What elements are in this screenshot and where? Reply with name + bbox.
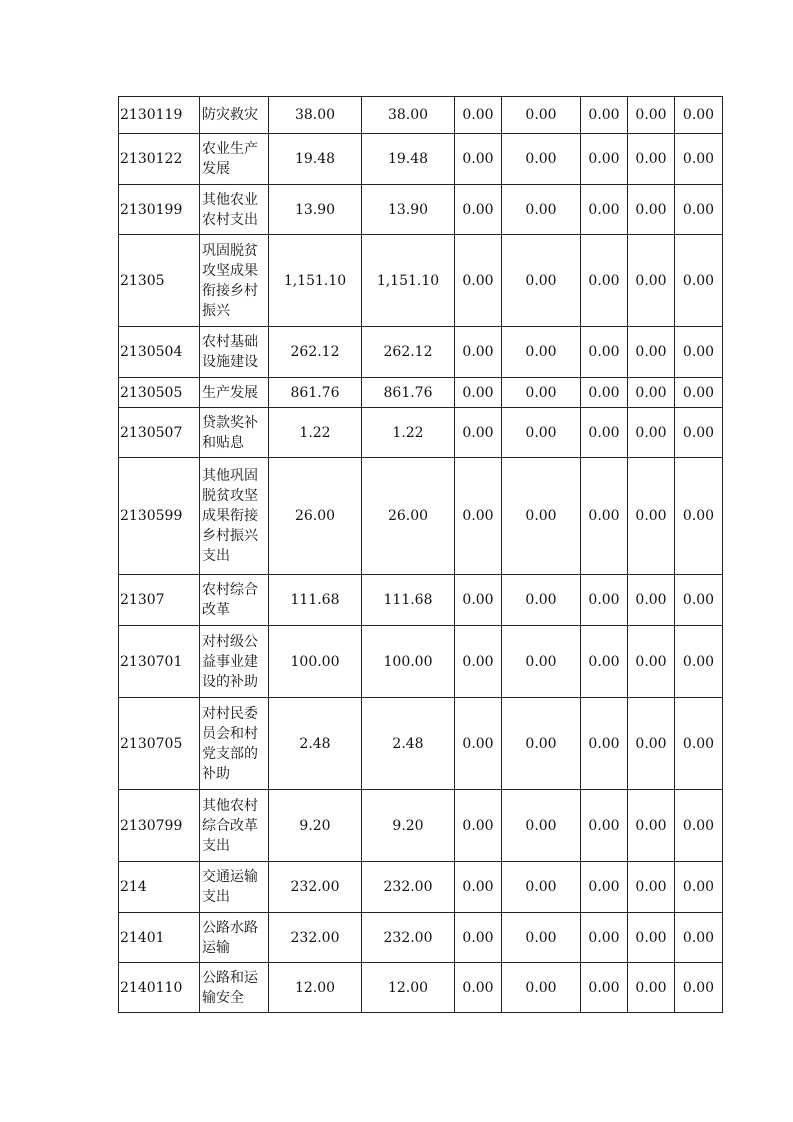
amount-cell: 0.00 xyxy=(502,134,581,185)
amount-cell: 0.00 xyxy=(455,790,502,862)
amount-cell: 0.00 xyxy=(675,185,723,235)
amount-cell: 0.00 xyxy=(502,575,581,626)
subject-code-cell: 2130122 xyxy=(119,134,200,185)
subject-name-cell: 其他农村综合改革支出 xyxy=(200,790,269,862)
amount-cell: 0.00 xyxy=(502,378,581,408)
amount-cell: 0.00 xyxy=(455,97,502,134)
table-body xyxy=(119,97,723,1013)
table-row xyxy=(119,790,723,862)
amount-cell: 0.00 xyxy=(628,97,675,134)
table-row xyxy=(119,458,723,575)
table-row xyxy=(119,378,723,408)
amount-cell: 0.00 xyxy=(455,698,502,790)
amount-cell: 0.00 xyxy=(675,134,723,185)
amount-cell: 0.00 xyxy=(675,698,723,790)
subject-code-cell: 2130504 xyxy=(119,327,200,378)
amount-cell: 1.22 xyxy=(269,408,362,458)
amount-cell: 0.00 xyxy=(628,458,675,575)
amount-cell: 0.00 xyxy=(455,626,502,698)
amount-cell: 0.00 xyxy=(455,458,502,575)
amount-cell: 0.00 xyxy=(581,134,628,185)
table-row xyxy=(119,408,723,458)
amount-cell: 0.00 xyxy=(628,327,675,378)
amount-cell: 0.00 xyxy=(581,790,628,862)
budget-table xyxy=(118,96,723,1013)
subject-code-cell: 21401 xyxy=(119,913,200,963)
subject-name-cell: 交通运输支出 xyxy=(200,862,269,913)
subject-code-cell: 2130799 xyxy=(119,790,200,862)
subject-name-cell: 其他农业农村支出 xyxy=(200,185,269,235)
amount-cell: 12.00 xyxy=(362,963,455,1013)
amount-cell: 0.00 xyxy=(628,575,675,626)
amount-cell: 861.76 xyxy=(269,378,362,408)
amount-cell: 0.00 xyxy=(502,235,581,327)
amount-cell: 0.00 xyxy=(675,458,723,575)
amount-cell: 0.00 xyxy=(502,626,581,698)
amount-cell: 0.00 xyxy=(628,698,675,790)
amount-cell: 0.00 xyxy=(628,790,675,862)
table-row xyxy=(119,97,723,134)
amount-cell: 0.00 xyxy=(581,235,628,327)
amount-cell: 0.00 xyxy=(581,963,628,1013)
amount-cell: 0.00 xyxy=(455,862,502,913)
amount-cell: 0.00 xyxy=(502,862,581,913)
subject-name-cell: 对村级公益事业建设的补助 xyxy=(200,626,269,698)
table-row xyxy=(119,963,723,1013)
amount-cell: 19.48 xyxy=(269,134,362,185)
amount-cell: 0.00 xyxy=(455,378,502,408)
amount-cell: 232.00 xyxy=(269,862,362,913)
amount-cell: 0.00 xyxy=(455,185,502,235)
subject-name-cell: 其他巩固脱贫攻坚成果衔接乡村振兴支出 xyxy=(200,458,269,575)
subject-name-cell: 巩固脱贫攻坚成果衔接乡村振兴 xyxy=(200,235,269,327)
subject-name-cell: 农村基础设施建设 xyxy=(200,327,269,378)
amount-cell: 0.00 xyxy=(675,963,723,1013)
amount-cell: 0.00 xyxy=(675,408,723,458)
subject-name-cell: 农业生产发展 xyxy=(200,134,269,185)
amount-cell: 38.00 xyxy=(269,97,362,134)
amount-cell: 0.00 xyxy=(502,327,581,378)
subject-code-cell: 2130599 xyxy=(119,458,200,575)
amount-cell: 111.68 xyxy=(269,575,362,626)
table-row xyxy=(119,862,723,913)
amount-cell: 0.00 xyxy=(455,235,502,327)
amount-cell: 0.00 xyxy=(581,378,628,408)
table-row xyxy=(119,626,723,698)
table-row xyxy=(119,575,723,626)
amount-cell: 0.00 xyxy=(502,458,581,575)
amount-cell: 0.00 xyxy=(675,327,723,378)
amount-cell: 0.00 xyxy=(455,327,502,378)
amount-cell: 12.00 xyxy=(269,963,362,1013)
amount-cell: 0.00 xyxy=(628,408,675,458)
amount-cell: 9.20 xyxy=(362,790,455,862)
amount-cell: 0.00 xyxy=(502,790,581,862)
amount-cell: 0.00 xyxy=(581,458,628,575)
subject-code-cell: 21305 xyxy=(119,235,200,327)
subject-code-cell: 2130119 xyxy=(119,97,200,134)
amount-cell: 0.00 xyxy=(581,408,628,458)
amount-cell: 262.12 xyxy=(269,327,362,378)
amount-cell: 232.00 xyxy=(362,862,455,913)
amount-cell: 0.00 xyxy=(502,698,581,790)
amount-cell: 0.00 xyxy=(581,97,628,134)
subject-code-cell: 214 xyxy=(119,862,200,913)
amount-cell: 1,151.10 xyxy=(362,235,455,327)
amount-cell: 13.90 xyxy=(362,185,455,235)
subject-name-cell: 公路和运输安全 xyxy=(200,963,269,1013)
subject-code-cell: 2130507 xyxy=(119,408,200,458)
amount-cell: 0.00 xyxy=(628,862,675,913)
subject-code-cell: 2130705 xyxy=(119,698,200,790)
amount-cell: 0.00 xyxy=(581,327,628,378)
amount-cell: 13.90 xyxy=(269,185,362,235)
subject-name-cell: 生产发展 xyxy=(200,378,269,408)
amount-cell: 0.00 xyxy=(628,626,675,698)
amount-cell: 861.76 xyxy=(362,378,455,408)
amount-cell: 0.00 xyxy=(581,185,628,235)
amount-cell: 9.20 xyxy=(269,790,362,862)
amount-cell: 0.00 xyxy=(581,862,628,913)
amount-cell: 0.00 xyxy=(628,134,675,185)
amount-cell: 2.48 xyxy=(362,698,455,790)
subject-code-cell: 2130199 xyxy=(119,185,200,235)
table-row xyxy=(119,134,723,185)
amount-cell: 100.00 xyxy=(269,626,362,698)
amount-cell: 0.00 xyxy=(675,378,723,408)
subject-name-cell: 贷款奖补和贴息 xyxy=(200,408,269,458)
amount-cell: 26.00 xyxy=(362,458,455,575)
amount-cell: 0.00 xyxy=(502,185,581,235)
amount-cell: 0.00 xyxy=(675,575,723,626)
amount-cell: 0.00 xyxy=(628,185,675,235)
subject-name-cell: 农村综合改革 xyxy=(200,575,269,626)
amount-cell: 232.00 xyxy=(362,913,455,963)
amount-cell: 1.22 xyxy=(362,408,455,458)
table-row xyxy=(119,913,723,963)
table-row xyxy=(119,235,723,327)
amount-cell: 0.00 xyxy=(675,626,723,698)
amount-cell: 0.00 xyxy=(502,408,581,458)
amount-cell: 1,151.10 xyxy=(269,235,362,327)
subject-code-cell: 21307 xyxy=(119,575,200,626)
amount-cell: 0.00 xyxy=(502,963,581,1013)
amount-cell: 0.00 xyxy=(581,575,628,626)
subject-name-cell: 对村民委员会和村党支部的补助 xyxy=(200,698,269,790)
amount-cell: 0.00 xyxy=(628,963,675,1013)
subject-name-cell: 防灾救灾 xyxy=(200,97,269,134)
table-row xyxy=(119,698,723,790)
amount-cell: 0.00 xyxy=(455,913,502,963)
table-row xyxy=(119,327,723,378)
subject-code-cell: 2130505 xyxy=(119,378,200,408)
amount-cell: 111.68 xyxy=(362,575,455,626)
amount-cell: 0.00 xyxy=(675,235,723,327)
amount-cell: 262.12 xyxy=(362,327,455,378)
amount-cell: 26.00 xyxy=(269,458,362,575)
amount-cell: 0.00 xyxy=(675,913,723,963)
table-row xyxy=(119,185,723,235)
amount-cell: 0.00 xyxy=(502,97,581,134)
amount-cell: 0.00 xyxy=(455,134,502,185)
amount-cell: 0.00 xyxy=(502,913,581,963)
amount-cell: 0.00 xyxy=(455,408,502,458)
amount-cell: 2.48 xyxy=(269,698,362,790)
amount-cell: 0.00 xyxy=(675,862,723,913)
amount-cell: 0.00 xyxy=(581,698,628,790)
amount-cell: 100.00 xyxy=(362,626,455,698)
amount-cell: 0.00 xyxy=(581,626,628,698)
subject-code-cell: 2140110 xyxy=(119,963,200,1013)
amount-cell: 0.00 xyxy=(675,97,723,134)
amount-cell: 232.00 xyxy=(269,913,362,963)
amount-cell: 0.00 xyxy=(628,378,675,408)
amount-cell: 0.00 xyxy=(628,235,675,327)
amount-cell: 38.00 xyxy=(362,97,455,134)
amount-cell: 0.00 xyxy=(675,790,723,862)
amount-cell: 0.00 xyxy=(628,913,675,963)
amount-cell: 19.48 xyxy=(362,134,455,185)
subject-name-cell: 公路水路运输 xyxy=(200,913,269,963)
amount-cell: 0.00 xyxy=(455,575,502,626)
subject-code-cell: 2130701 xyxy=(119,626,200,698)
amount-cell: 0.00 xyxy=(581,913,628,963)
amount-cell: 0.00 xyxy=(455,963,502,1013)
